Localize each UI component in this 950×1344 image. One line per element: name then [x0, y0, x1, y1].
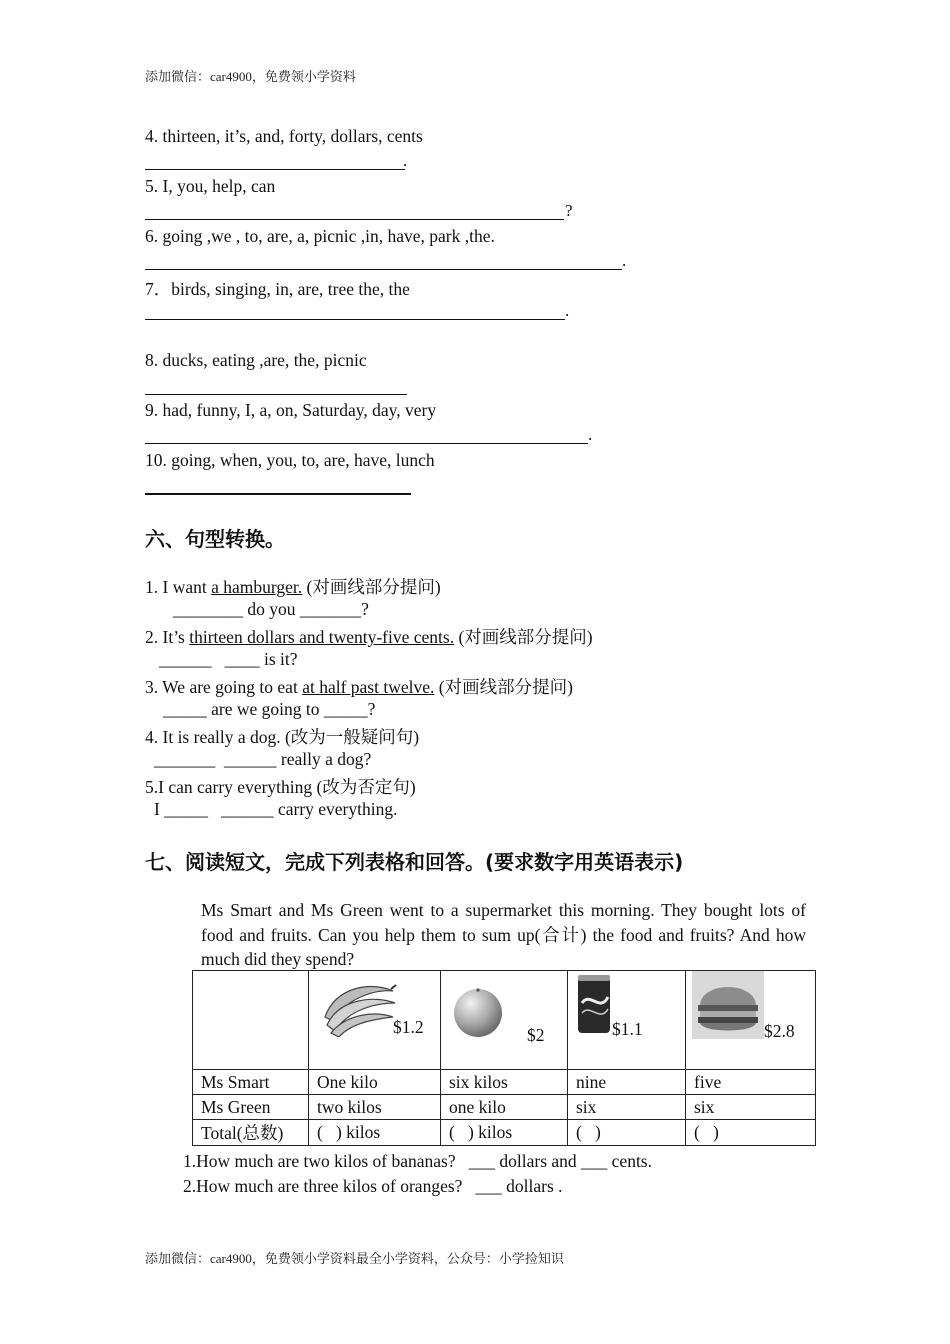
transform-answer-1[interactable]: ________ do you _______?	[173, 599, 369, 619]
table-row	[193, 1120, 816, 1146]
total-answer-cell[interactable]: ( ) kilos	[441, 1120, 568, 1146]
table-cell: six	[568, 1095, 686, 1120]
answer-line-6[interactable]	[145, 269, 622, 270]
row-label: Ms Smart	[193, 1070, 309, 1095]
table-cell: six kilos	[441, 1070, 568, 1095]
cola-can-icon	[576, 973, 612, 1035]
item-cell-hamburger	[686, 971, 816, 1070]
end-mark-6: .	[622, 251, 627, 270]
table-row	[193, 1070, 816, 1095]
end-mark-9: .	[588, 425, 593, 444]
item-instruction: (对画线部分提问)	[454, 627, 593, 647]
item-text: 5.I can carry everything (改为否定句)	[145, 777, 416, 797]
answer-line-5[interactable]	[145, 219, 564, 220]
transform-answer-2[interactable]: ______ ____ is it?	[159, 649, 298, 669]
ordering-prompt-10: 10. going, when, you, to, are, have, lunch	[145, 450, 435, 470]
item-cell-orange	[441, 971, 568, 1070]
end-mark-5: ?	[565, 201, 573, 220]
item-text: 3. We are going to eat	[145, 677, 303, 697]
underlined-part: thirteen dollars and twenty-five cents.	[189, 627, 455, 647]
page-header: 添加微信：car4900，免费领小学资料	[145, 69, 356, 84]
answer-line-9[interactable]	[145, 443, 588, 444]
item-instruction: (对画线部分提问)	[302, 577, 441, 597]
ordering-prompt-4: 4. thirteen, it’s, and, forty, dollars, cents	[145, 126, 423, 146]
item-instruction: (对画线部分提问)	[434, 677, 573, 697]
page-footer: 添加微信：car4900，免费领小学资料最全小学资料，公众号：小学捡知识	[145, 1251, 564, 1266]
hamburger-icon	[692, 971, 764, 1039]
ordering-prompt-9: 9. had, funny, I, a, on, Saturday, day, very	[145, 400, 437, 420]
item-cell-bananas	[309, 971, 441, 1070]
transform-item-1	[145, 574, 441, 599]
table-cell: nine	[568, 1070, 686, 1095]
item-text: 1. I want	[145, 577, 212, 597]
transform-answer-5[interactable]: I _____ ______ carry everything.	[154, 799, 398, 819]
answer-line-10[interactable]	[145, 493, 411, 495]
orange-icon	[451, 985, 505, 1039]
ordering-prompt-7: 7．birds, singing, in, are, tree the, the	[145, 279, 410, 299]
shopping-table	[192, 970, 816, 1146]
table-row	[193, 1095, 816, 1120]
section-6-title: 六、句型转换。	[145, 527, 285, 551]
reading-question-2: 2.How much are three kilos of oranges? ___ dollars .	[183, 1176, 563, 1196]
table-cell: five	[686, 1070, 816, 1095]
total-answer-cell[interactable]: ( )	[568, 1120, 686, 1146]
price-orange: $2	[527, 1025, 545, 1045]
transform-answer-4[interactable]: _______ ______ really a dog?	[154, 749, 372, 769]
reading-passage: Ms Smart and Ms Green went to a supermarket this morning. They bought lots of food and fruits. Can you help them to sum up(合计) the food and fruits? And how much did they spend?	[201, 900, 806, 969]
ordering-prompt-5: 5. I, you, help, can	[145, 176, 276, 196]
item-text: 2. It’s	[145, 627, 190, 647]
table-row	[193, 971, 816, 1070]
row-label: Ms Green	[193, 1095, 309, 1120]
answer-line-8[interactable]	[145, 394, 407, 395]
item-text: 4. It is really a dog. (改为一般疑问句)	[145, 727, 420, 747]
total-answer-cell[interactable]: ( )	[686, 1120, 816, 1146]
underlined-part: at half past twelve.	[302, 677, 435, 697]
bananas-icon	[321, 977, 397, 1037]
price-hamburger: $2.8	[764, 1021, 795, 1041]
reading-question-1: 1.How much are two kilos of bananas? ___ dollars and ___ cents.	[183, 1151, 652, 1171]
transform-answer-3[interactable]: _____ are we going to _____?	[163, 699, 376, 719]
end-mark-4: .	[403, 151, 408, 170]
ordering-prompt-6: 6. going ,we , to, are, a, picnic ,in, have, park ,the.	[145, 226, 495, 246]
transform-item-2	[145, 624, 593, 649]
transform-item-4	[145, 724, 419, 749]
total-answer-cell[interactable]: ( ) kilos	[309, 1120, 441, 1146]
table-cell: two kilos	[309, 1095, 441, 1120]
table-corner-cell	[193, 971, 309, 1070]
table-cell: One kilo	[309, 1070, 441, 1095]
table-cell: six	[686, 1095, 816, 1120]
transform-item-3	[145, 674, 573, 699]
row-label: Total(总数)	[193, 1120, 309, 1146]
table-cell: one kilo	[441, 1095, 568, 1120]
transform-item-5	[145, 774, 416, 799]
answer-line-4[interactable]	[145, 169, 405, 170]
price-cola: $1.1	[612, 1019, 643, 1039]
ordering-prompt-8: 8. ducks, eating ,are, the, picnic	[145, 350, 367, 370]
price-bananas: $1.2	[393, 1017, 424, 1037]
end-mark-7: .	[565, 301, 570, 320]
answer-line-7[interactable]	[145, 319, 565, 320]
section-7-title: 七、阅读短文，完成下列表格和回答。(要求数字用英语表示)	[145, 850, 684, 874]
underlined-part: a hamburger.	[211, 577, 303, 597]
item-cell-cola	[568, 971, 686, 1070]
